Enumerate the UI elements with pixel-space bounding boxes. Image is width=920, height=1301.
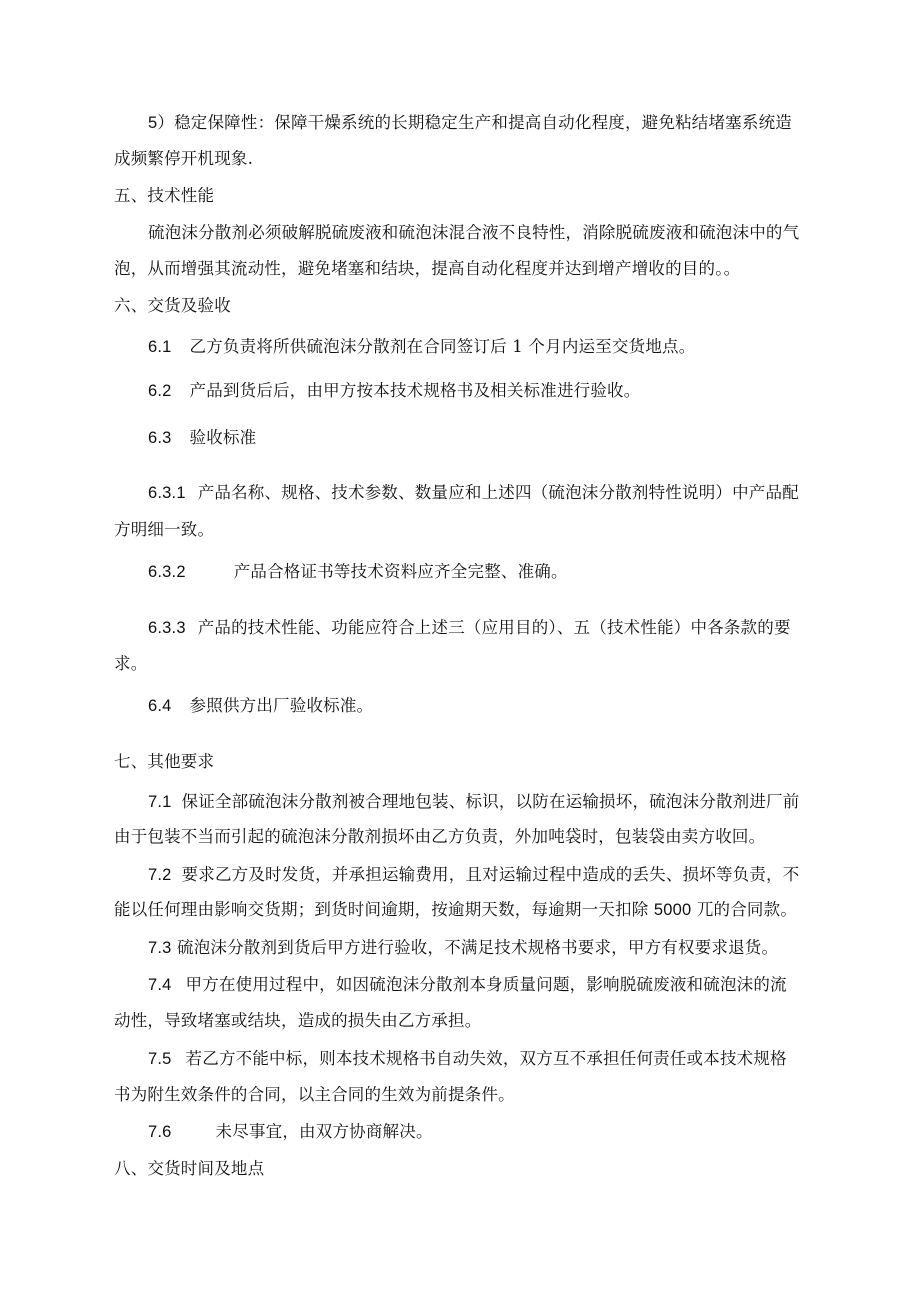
item-6-4-number: 6.4	[148, 697, 172, 715]
item-7-4-text-1: 甲方在使用过程中，如因硫泡沫分散剂本身质量问题，影响脱硫废液和硫泡沫的流	[185, 975, 787, 994]
item-6-3-3-number: 6.3.3	[148, 619, 186, 637]
item-6-4	[148, 695, 373, 717]
item-6-1-text: 乙方负责将所供硫泡沫分散剂在合同签订后 1 个月内运至交货地点。	[189, 337, 696, 356]
item-6-3-text: 验收标准	[189, 428, 257, 447]
item-7-3-number: 7.3	[148, 939, 172, 957]
item-7-6	[148, 1121, 433, 1143]
item-7-2-line-2	[114, 899, 797, 921]
section-6-heading: 六、交货及验收	[114, 296, 231, 315]
item-7-2-line-1	[148, 864, 799, 886]
item-6-3-number: 6.3	[148, 429, 172, 447]
section-5-heading: 五、技术性能	[114, 186, 215, 205]
item-6-3-1-line-1	[148, 482, 799, 504]
item-7-2-number: 7.2	[148, 866, 172, 884]
item-7-3	[148, 937, 778, 959]
section-8-heading: 八、交货时间及地点	[114, 1159, 265, 1178]
item-7-5-number: 7.5	[148, 1050, 172, 1068]
item-7-5-line-2: 书为附生效条件的合同，以主合同的生效为前提条件。	[114, 1085, 515, 1104]
item-5-number: 5）	[148, 114, 175, 132]
item-7-1-number: 7.1	[148, 793, 172, 811]
item-7-2-text-2a: 能以任何理由影响交货期；到货时间逾期，按逾期天数，每逾期一天扣除	[114, 900, 654, 919]
item-6-3-2-text: 产品合格证书等技术资料应齐全完整、准确。	[233, 562, 568, 581]
item-7-5-text-1: 若乙方不能中标，则本技术规格书自动失效，双方互不承担任何责任或本技术规格	[185, 1049, 787, 1068]
item-6-3-1-line-2: 方明细一致。	[114, 520, 215, 539]
item-6-2-text: 产品到货后后，由甲方按本技术规格书及相关标准进行验收。	[189, 381, 641, 400]
item-6-3-2	[148, 561, 568, 583]
item-6-2-number: 6.2	[148, 382, 172, 400]
item-7-3-text: 硫泡沫分散剂到货后甲方进行验收，不满足技术规格书要求，甲方有权要求退货。	[171, 938, 779, 957]
item-6-4-text: 参照供方出厂验收标准。	[189, 696, 374, 715]
item-6-1	[148, 336, 695, 358]
item-6-3-2-number: 6.3.2	[148, 563, 186, 581]
item-7-2-amount: 5000	[653, 901, 692, 919]
item-7-6-text: 未尽事宜，由双方协商解决。	[215, 1122, 433, 1141]
item-7-1-text-1: 保证全部硫泡沫分散剂被合理地包装、标识，以防在运输损坏，硫泡沫分散剂进厂前	[181, 792, 800, 811]
item-6-3-3-line-2: 求。	[114, 654, 148, 673]
item-6-3-3-text-1: 产品的技术性能、功能应符合上述三（应用目的）、五（技术性能）中各条款的要	[197, 618, 791, 637]
item-7-5-line-1	[148, 1048, 787, 1070]
item-7-1-line-1	[148, 791, 799, 813]
item-5-text-1: 稳定保障性：保障干燥系统的长期稳定生产和提高自动化程度，避免粘结堵塞系统造	[174, 113, 792, 132]
item-6-3-1-text-1: 产品名称、规格、技术参数、数量应和上述四（硫泡沫分散剂特性说明）中产品配	[197, 483, 799, 502]
item-6-3	[148, 427, 256, 449]
item-6-2	[148, 380, 640, 402]
item-6-3-1-number: 6.3.1	[148, 484, 186, 502]
section-5-paragraph-line-1: 硫泡沫分散剂必须破解脱硫废液和硫泡沫混合液不良特性，消除脱硫废液和硫泡沫中的气	[148, 223, 800, 242]
item-7-1-line-2: 由于包装不当而引起的硫泡沫分散剂损坏由乙方负责，外加吨袋时，包装袋由卖方收回。	[114, 827, 766, 846]
item-6-3-3-line-1	[148, 617, 791, 639]
item-6-1-number: 6.1	[148, 338, 172, 356]
item-7-4-line-2: 动性，导致堵塞或结块，造成的损失由乙方承担。	[114, 1011, 482, 1030]
item-7-2-text-1: 要求乙方及时发货，并承担运输费用，且对运输过程中造成的丢失、损坏等负责，不	[181, 865, 800, 884]
item-5-line-1	[148, 112, 792, 134]
section-5-paragraph-line-2: 泡，从而增强其流动性，避免堵塞和结块，提高自动化程度并达到增产增收的目的。。	[114, 259, 741, 278]
section-7-heading: 七、其他要求	[114, 752, 215, 771]
item-5-line-2: 成频繁停开机现象.	[114, 149, 254, 168]
item-7-6-number: 7.6	[148, 1123, 172, 1141]
item-7-4-number: 7.4	[148, 976, 172, 994]
item-7-2-text-2b: 兀的合同款。	[691, 900, 798, 919]
item-7-4-line-1	[148, 974, 787, 996]
